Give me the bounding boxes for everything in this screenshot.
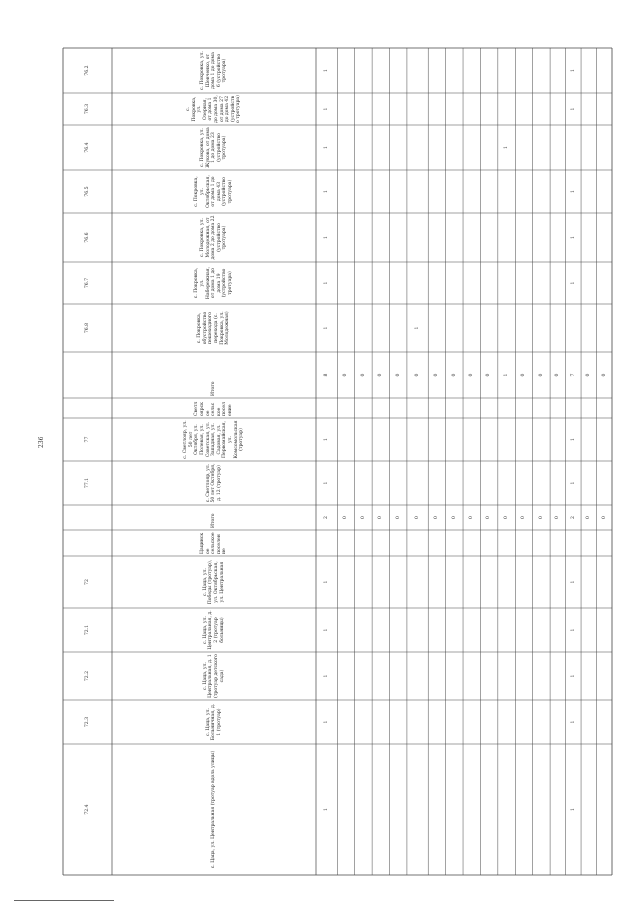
value-cell: 0 [486, 516, 492, 519]
row-description: с. Покровка, ул. Набережная, от дома 1 до дома 19 (устройство тротуара) [194, 266, 233, 300]
value-cell: 1 [570, 674, 576, 678]
row-number: 72.2 [85, 670, 91, 682]
section-heading: Светлоярское сельское поселение [194, 401, 233, 416]
value-cell: 1 [323, 628, 329, 632]
row-description: с. Цаца, ул. Больничная, д. 1 (тротуар) [205, 703, 222, 741]
value-cell: 0 [343, 516, 349, 519]
value-cell: 1 [570, 281, 576, 285]
row-description: с. Цаца, ул. Центральная, д. 1 (тротуар детского сада) [202, 654, 225, 698]
value-cell: 1 [414, 326, 420, 330]
value-cell: 0 [538, 516, 544, 519]
value-cell: 1 [323, 69, 329, 72]
row-number: 77.1 [85, 477, 91, 489]
value-cell: 0 [555, 373, 561, 377]
value-cell: 0 [434, 516, 440, 519]
row-number: 76.4 [85, 142, 91, 153]
value-cell: 0 [360, 373, 366, 377]
value-cell: 1 [570, 720, 576, 724]
value-cell: 0 [601, 516, 607, 519]
value-cell: 1 [323, 107, 329, 111]
value-cell: 1 [323, 146, 329, 149]
row-number: 72.3 [85, 716, 91, 728]
row-number: 72.4 [85, 804, 91, 815]
row-description: с. Покровка, ул. Жукова, от дома 1 до дома 23 (устройство тротуара) [200, 127, 228, 168]
row-description: с. Светлояр, ул. 50 лет Октября, д. 12 (тротуар) [205, 463, 222, 503]
value-cell: 1 [323, 190, 329, 193]
value-cell: 0 [434, 373, 440, 377]
total-label: Итого [211, 513, 217, 528]
value-cell: 0 [486, 373, 492, 377]
row-number: 76.6 [85, 232, 91, 243]
row-description: с. Цаца, ул. Центральная (тротуар вдоль улицы) [211, 750, 217, 869]
value-cell: 1 [323, 580, 329, 584]
value-cell: 0 [521, 516, 527, 519]
value-cell: 0 [538, 373, 544, 377]
value-cell: 1 [570, 190, 576, 193]
row-description: с. Покровка, ул. Молодежная, от дома 2 до дома 22 (устройство тротуара) [200, 215, 228, 260]
value-cell: 0 [585, 516, 591, 519]
row-description: с. Покровка, обустройство пешеходного перехода (с. Покровка, ул. Молодежная) [197, 311, 231, 345]
row-number: 76.3 [85, 103, 91, 115]
value-cell: 0 [414, 373, 420, 377]
row-description: с. Покровка, ул. Шевченко, от дома 1 до дома 6 (устройство тротуара) [200, 50, 228, 91]
row-number: 72.1 [85, 624, 91, 636]
value-cell: 1 [503, 146, 509, 149]
page-number: 236 [38, 436, 45, 448]
value-cell: 0 [468, 373, 474, 377]
value-cell: 0 [451, 373, 457, 377]
value-cell: 0 [395, 516, 401, 519]
row-description: с. Покровка, ул. Озерная, от дома 1 до дома 30, от дома 27 до дома 42 (устройство тротуара) [186, 95, 242, 123]
value-cell: 0 [360, 516, 366, 519]
value-cell: 0 [503, 516, 509, 519]
value-cell: 1 [570, 481, 576, 485]
value-cell: 0 [451, 516, 457, 519]
row-number: 77 [85, 436, 91, 443]
value-cell: 1 [323, 438, 329, 441]
value-cell: 1 [570, 236, 576, 239]
value-cell: 1 [570, 628, 576, 632]
value-cell: 1 [323, 326, 329, 330]
footnote-rule [14, 900, 114, 901]
value-cell: 0 [585, 373, 591, 377]
value-cell: 2 [323, 516, 329, 519]
value-cell: 0 [378, 373, 383, 377]
value-cell: 0 [521, 373, 527, 377]
value-cell: 7 [570, 373, 576, 377]
value-cell: 0 [555, 516, 561, 519]
row-number: 76.2 [85, 65, 91, 76]
value-cell: 0 [468, 516, 474, 519]
value-cell: 0 [414, 516, 420, 519]
value-cell: 1 [570, 107, 576, 111]
value-cell: 1 [570, 808, 576, 811]
value-cell: 1 [570, 438, 576, 441]
value-cell: 1 [323, 481, 329, 485]
row-number: 76.8 [85, 322, 91, 334]
row-number: 76.7 [85, 277, 91, 289]
value-cell: 1 [323, 674, 329, 678]
row-description: с. Светлояр, ул. 50 лет Октября, ул. Полевая, ул. Советская, ул. Западная, ул. Садовая, ул. Первомайская, ул. Комсомольская (тротуар) [183, 420, 245, 459]
value-cell: 0 [378, 516, 383, 519]
value-cell: 1 [323, 808, 329, 811]
value-cell: 1 [503, 373, 509, 377]
row-number: 76.5 [85, 186, 91, 197]
row-description: с. Покровка, ул. Октябрьская, от дома 1 до дома 43 (устройство тротуара) [194, 175, 233, 208]
value-cell: 1 [570, 580, 576, 584]
value-cell: 0 [601, 373, 607, 377]
row-number: 72 [85, 579, 91, 585]
row-description: с. Цаца, ул. Победы (тротуар), ул. Октябрьская, ул. Центральная [202, 559, 225, 605]
value-cell: 0 [395, 373, 401, 377]
value-cell: 1 [323, 236, 329, 239]
value-cell: 2 [570, 516, 576, 519]
total-label: Итого [211, 381, 217, 396]
value-cell: 8 [323, 373, 329, 377]
value-cell: 0 [343, 373, 349, 377]
value-cell: 1 [570, 69, 576, 72]
section-heading: Цацинское сельское поселение [200, 532, 228, 554]
row-description: с. Цаца, ул. Центральная, д. 2 (тротуар больницы) [202, 610, 225, 650]
value-cell: 1 [323, 720, 329, 724]
value-cell: 1 [323, 281, 329, 285]
